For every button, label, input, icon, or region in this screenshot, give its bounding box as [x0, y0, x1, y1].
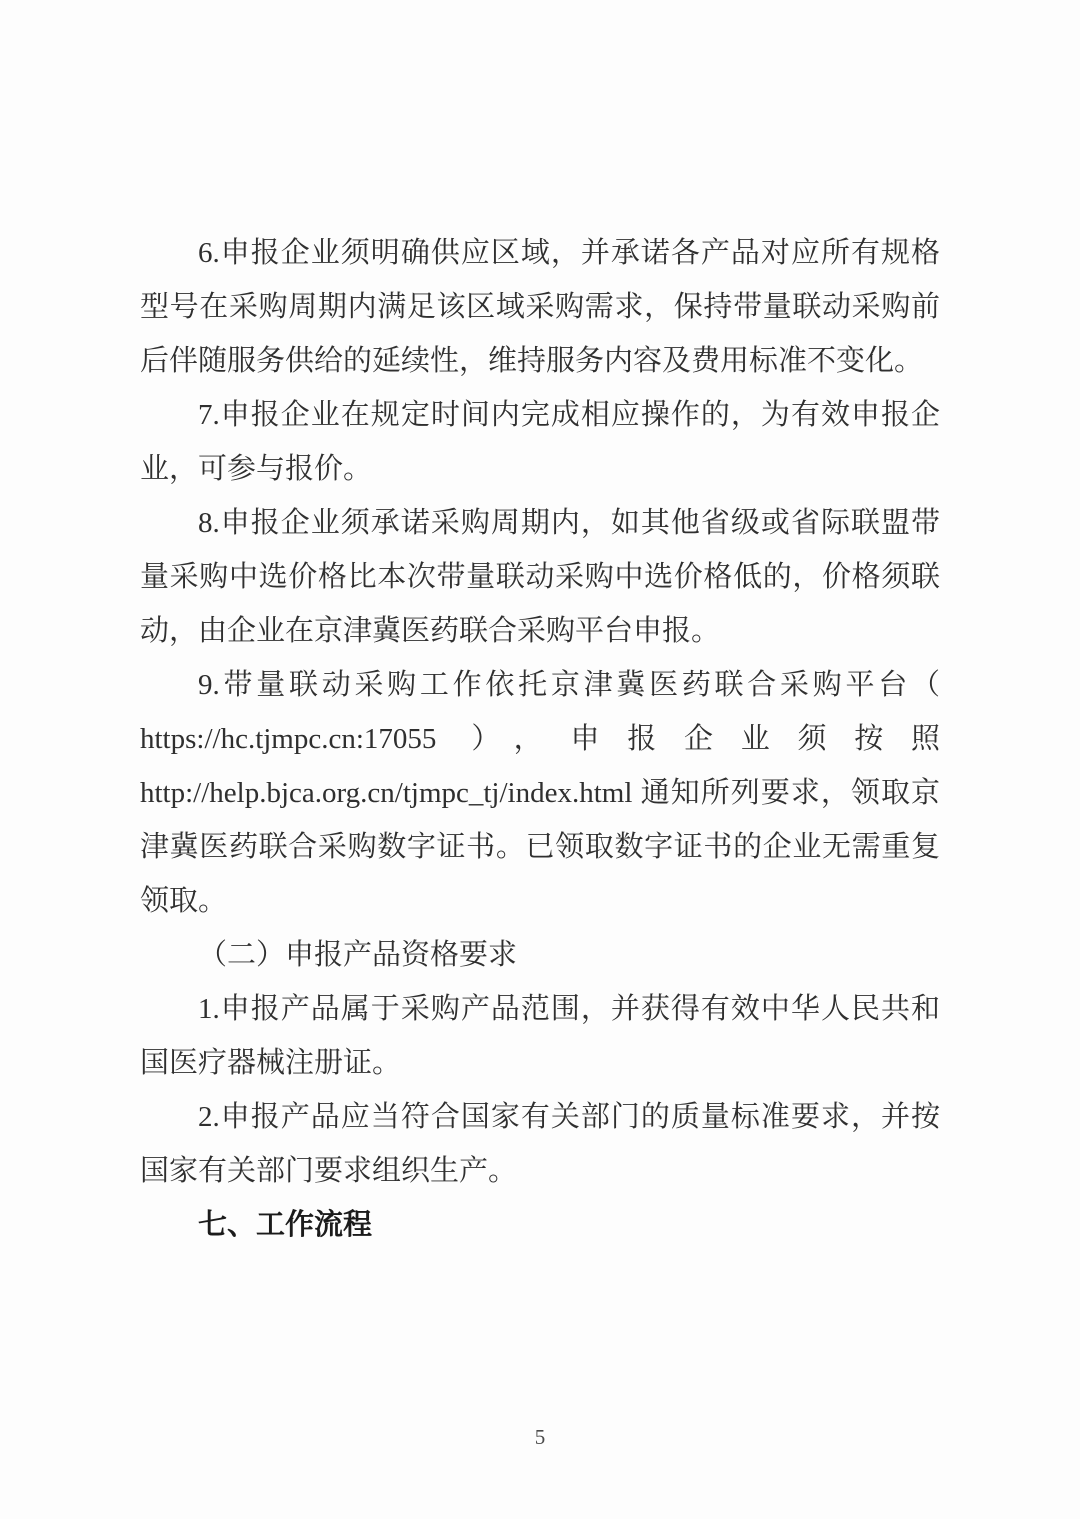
paragraph-item-2: 2.申报产品应当符合国家有关部门的质量标准要求，并按国家有关部门要求组织生产。	[140, 1101, 940, 1187]
paragraph-item-6: 6.申报企业须明确供应区域，并承诺各产品对应所有规格型号在采购周期内满足该区域采购需求，保持带量联动采购前后伴随服务供给的延续性，维持服务内容及费用标准不变化。	[140, 237, 940, 377]
paragraph-item-8: 8.申报企业须承诺采购周期内，如其他省级或省际联盟带量采购中选价格比本次带量联动采购中选价格低的，价格须联动，由企业在京津冀医药联合采购平台申报。	[140, 507, 940, 647]
document-body	[140, 226, 940, 1252]
paragraph-item-9: 9.带量联动采购工作依托京津冀医药联合采购平台（ https://hc.tjmpc.cn:17055 ），申报企业须按照 http://help.bjca.org.cn/tjmpc_tj/index.html 通知所列要求，领取京津冀医药联合采购数字证书。已领取数字证书的企业无需重复领取。	[140, 669, 940, 917]
paragraph-item-1: 1.申报产品属于采购产品范围，并获得有效中华人民共和国医疗器械注册证。	[140, 993, 940, 1079]
page-number: 5	[534, 1425, 546, 1449]
paragraph-item-7: 7.申报企业在规定时间内完成相应操作的，为有效申报企业，可参与报价。	[140, 399, 940, 485]
section-heading-workflow: 七、工作流程	[198, 1209, 373, 1241]
subsection-heading-product-qualifications: （二）申报产品资格要求	[198, 939, 518, 971]
